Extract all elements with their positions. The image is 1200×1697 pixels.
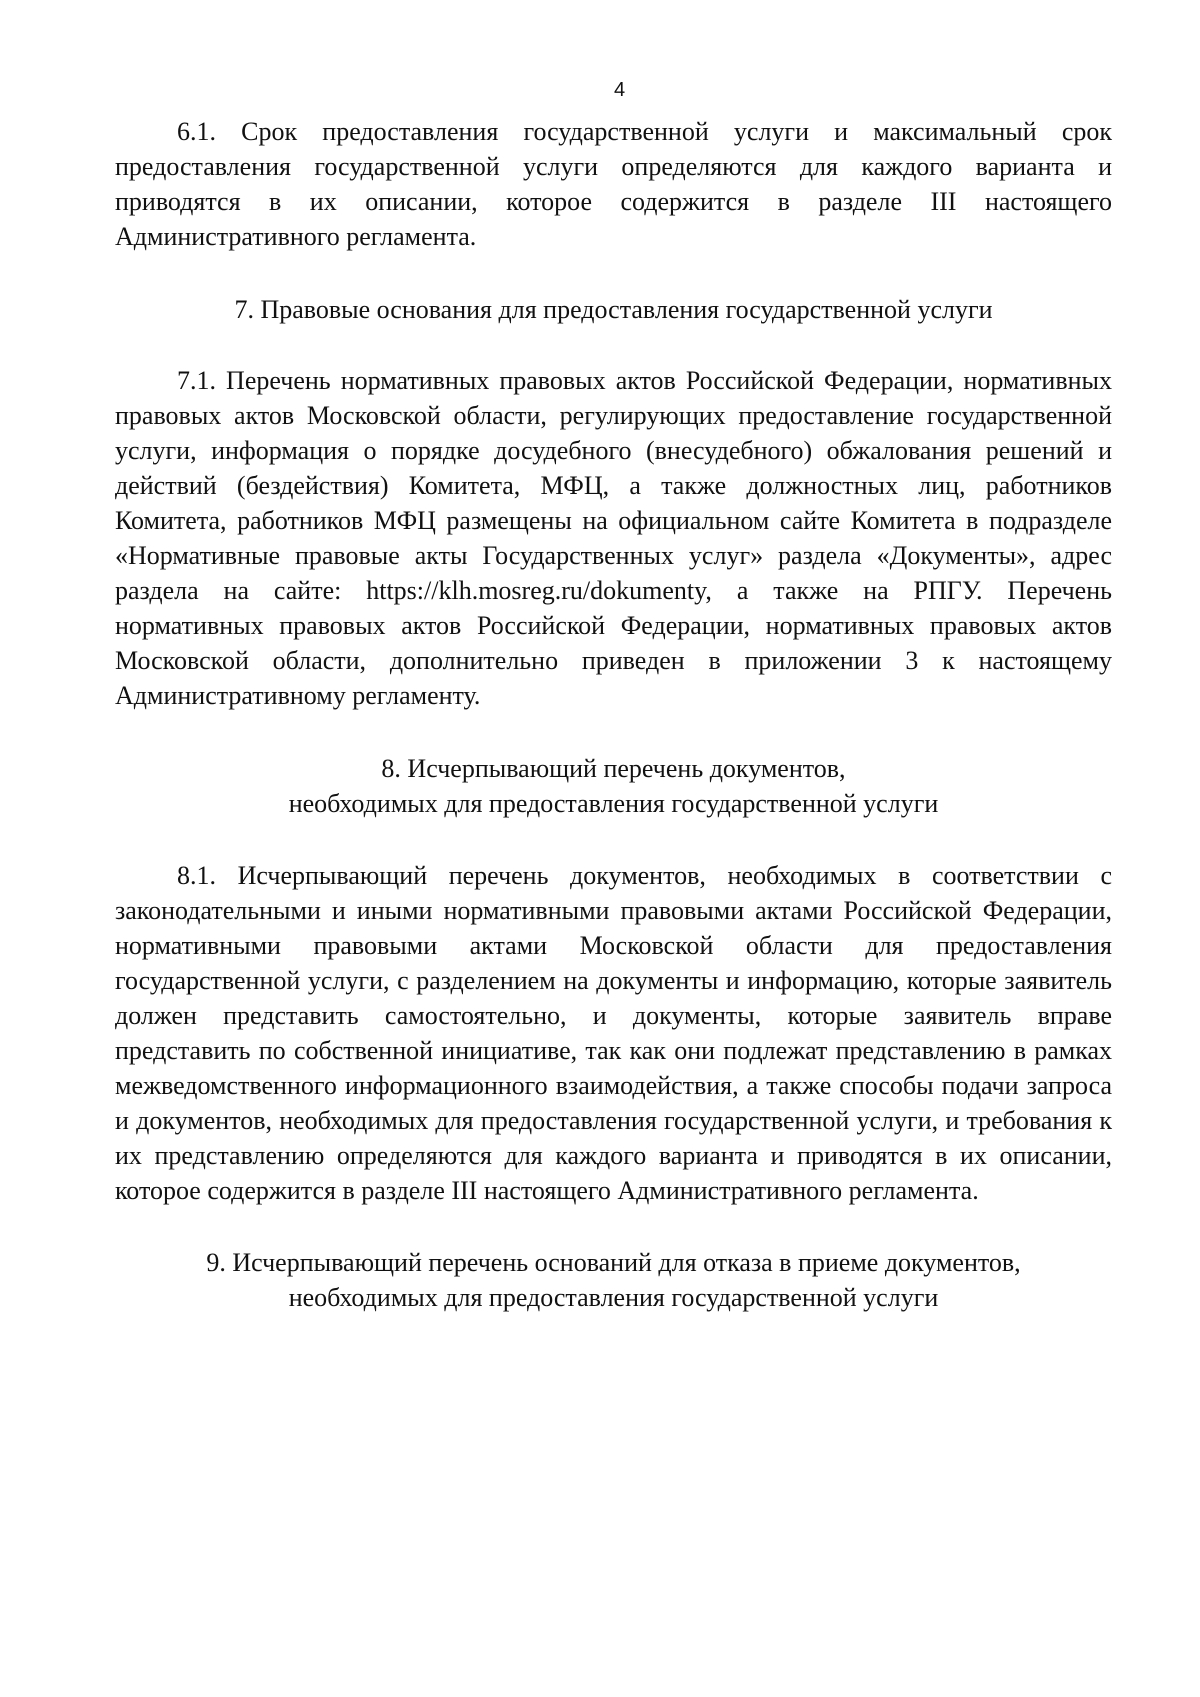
page-number: 4 [613,79,626,101]
section-heading-8 [115,751,1112,821]
paragraph-8-1: 8.1. Исчерпывающий перечень документов, необходимых в соответствии с законодательными и иными нормативными правовыми актами Российской Федерации, нормативными правовыми актами Московской области для предоставления государственной услуги, с разделением на документы и информацию, которые заявитель должен представить самостоятельно, и документы, которые заявитель вправе представить по собственной инициативе, так как они подлежат представлению в рамках межведомственного информационного взаимодействия, а также способы подачи запроса и документов, необходимых для предоставления государственной услуги, и требования к их представлению определяются для каждого варианта и приводятся в их описании, которое содержится в разделе III настоящего Административного регламента. [115,861,1112,1205]
section-heading-9-line-1: 9. Исчерпывающий перечень оснований для отказа в приеме документов, [206,1248,1021,1277]
section-heading-9 [115,1245,1112,1315]
section-heading-9-line-2: необходимых для предоставления государственной услуги [288,1283,939,1312]
paragraph-6-1: 6.1. Срок предоставления государственной услуги и максимальный срок предоставления государственной услуги определяются для каждого варианта и приводятся в их описании, которое содержится в разделе III настоящего Административного регламента. [115,117,1112,251]
paragraph-7-1: 7.1. Перечень нормативных правовых актов Российской Федерации, нормативных правовых актов Московской области, регулирующих предоставление государственной услуги, информация о порядке досудебного (внесудебного) обжалования решений и действий (бездействия) Комитета, МФЦ, а также должностных лиц, работников Комитета, работников МФЦ размещены на официальном сайте Комитета в подразделе «Нормативные правовые акты Государственных услуг» раздела «Документы», адрес раздела на сайте: https://klh.mosreg.ru/dokumenty, а также на РПГУ. Перечень нормативных правовых актов Российской Федерации, нормативных правовых актов Московской области, дополнительно приведен в приложении 3 к настоящему Административному регламенту. [115,366,1112,710]
section-heading-8-line-1: 8. Исчерпывающий перечень документов, [381,754,846,783]
section-heading-7: 7. Правовые основания для предоставления государственной услуги [234,295,993,324]
section-heading-8-line-2: необходимых для предоставления государственной услуги [288,789,939,818]
